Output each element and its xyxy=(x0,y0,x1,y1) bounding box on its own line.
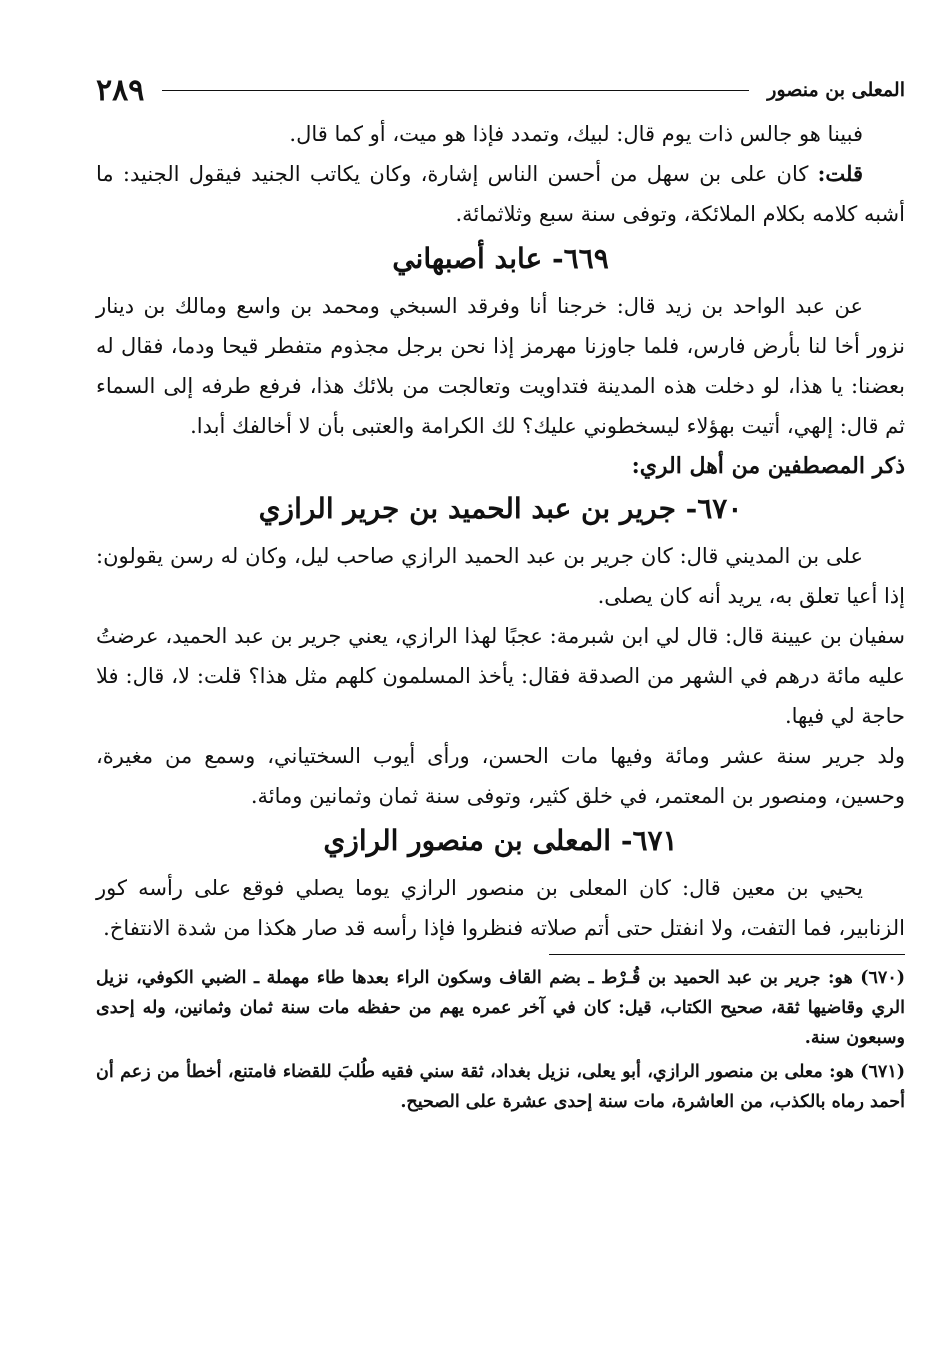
entry-669-paragraph: عن عبد الواحد بن زيد قال: خرجنا أنا وفرقد السبخي ومحمد بن واسع ومالك بن دينار نزور أخا لنا بأرض فارس، فلما جاوزنا مهرمز إذا نحن برجل مجذوم متفطر قيحا ودما، فقال له بعضنا: يا هذا، لو دخلت هذه المدينة فتداويت وتعالجت من بلائك هذا، فرفع طرفه إلى السماء ثم قال: إلهي، أتيت بهؤلاء ليسخطوني عليك؟ لك الكرامة والعتبى بأن لا أخالفك أبدا. xyxy=(96,294,905,438)
footnote-671: (٦٧١) هو: معلى بن منصور الرازي، أبو يعلى، نزيل بغداد، ثقة سني فقيه طُلبَ للقضاء فامتنع، أخطأ من زعم أن أحمد رماه بالكذب، من العاشرة، مات سنة إحدى عشرة على الصحيح. xyxy=(96,1062,905,1112)
footnote-rule xyxy=(549,954,905,955)
entry-671-heading: ٦٧١- المعلى بن منصور الرازي xyxy=(323,824,678,857)
page-header xyxy=(96,70,905,110)
entry-670-paragraph-3: ولد جرير سنة عشر ومائة وفيها مات الحسن، ورأى أيوب السختياني، وسمع من مغيرة، وحسين، ومنصور بن المعتمر، في خلق كثير، وتوفى سنة ثمان وثمانين ومائة. xyxy=(96,744,905,808)
intro-paragraph-2 xyxy=(96,154,905,234)
header-rule xyxy=(162,90,749,91)
running-title: المعلى بن منصور xyxy=(767,79,905,101)
entry-671-paragraph: يحيي بن معين قال: كان المعلى بن منصور الرازي يوما يصلي فوقع على رأسه كور الزنابير، فما التفت، ولا انفتل حتى أتم صلاته فنظروا فإذا رأسه قد صار هكذا من شدة الانتفاخ. xyxy=(96,876,905,940)
entry-669-heading: ٦٦٩- عابد أصبهاني xyxy=(392,242,609,275)
qultu-label: قلت: xyxy=(817,161,863,186)
entry-670-paragraph-2: سفيان بن عيينة قال: قال لي ابن شبرمة: عجبًا لهذا الرازي، يعني جرير بن عبد الحميد، عرضتُ عليه مائة درهم في الشهر من الصدقة فقال: يأخذ المسلمون كلهم مثل هذا؟ قلت: لا، قال: فلا حاجة لي فيها. xyxy=(96,624,905,728)
intro-paragraph-2-text: كان على بن سهل من أحسن الناس إشارة، وكان يكاتب الجنيد فيقول الجنيد: ما أشبه كلامه بكلام الملائكة، وتوفى سنة سبع وثلاثمائة. xyxy=(96,162,905,226)
entry-670-paragraph-1: على بن المديني قال: كان جرير بن عبد الحميد الرازي صاحب ليل، وكان له رسن يقولون: إذا أعيا تعلق به، يريد أنه كان يصلى. xyxy=(96,544,905,608)
footnote-670: (٦٧٠) هو: جرير بن عبد الحميد بن قُـرْط ـ بضم القاف وسكون الراء بعدها طاء مهملة ـ الضبي الكوفي، نزيل الري وقاضيها ثقة، صحيح الكتاب، قيل: كان في آخر عمره يهم من حفظه مات سنة ثمان وثمانين، وله إحدى وسبعون سنة. xyxy=(96,968,905,1048)
entry-670-heading: ٦٧٠- جرير بن عبد الحميد بن جرير الرازي xyxy=(258,492,743,525)
page-number: ٢٨٩ xyxy=(96,72,145,108)
intro-paragraph-1: فبينا هو جالس ذات يوم قال: لبيك، وتمدد فإذا هو ميت، أو كما قال. xyxy=(289,122,863,146)
section-heading: ذكر المصطفين من أهل الري: xyxy=(631,453,905,479)
